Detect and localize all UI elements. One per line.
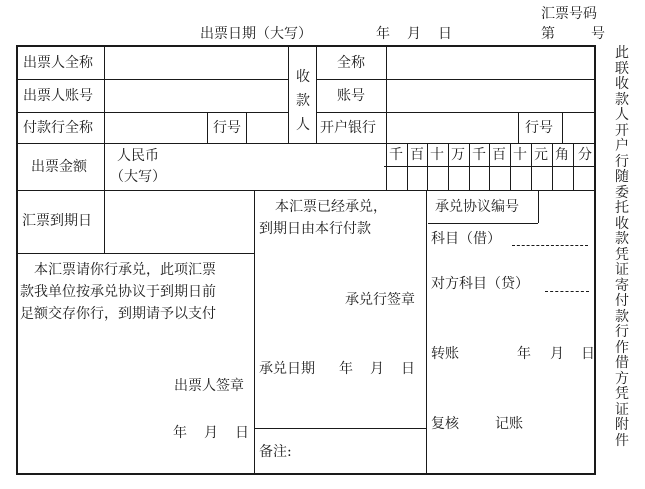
review-label: 复核 — [431, 416, 459, 432]
digit-unit: 十 — [430, 147, 444, 163]
issue-date-label: 出票日期（大写） — [200, 26, 312, 42]
serial-suffix: 号 — [591, 26, 605, 42]
debit-account-label: 科目（借） — [431, 231, 501, 247]
drawer-sign-month: 月 — [204, 425, 218, 441]
digit-unit: 百 — [410, 147, 424, 163]
due-date-label: 汇票到期日 — [22, 213, 92, 229]
drawer-account-label: 出票人账号 — [23, 88, 93, 104]
transfer-day: 日 — [581, 346, 595, 362]
request-text-line2: 款我单位按承兑协议于到期日前 — [20, 284, 216, 300]
drawer-name-label: 出票人全称 — [23, 55, 93, 71]
digit-unit: 千 — [389, 147, 403, 163]
issue-date-year: 年 — [376, 26, 390, 42]
serial-label: 第 — [541, 26, 555, 42]
payee-group-label: 收款人 — [296, 69, 310, 133]
digit-unit: 元 — [534, 147, 548, 163]
acceptance-year: 年 — [339, 361, 353, 377]
acceptance-notice-line2: 到期日由本行付款 — [259, 221, 371, 237]
paying-bank-code-label: 行号 — [213, 120, 241, 136]
digit-unit: 十 — [513, 147, 527, 163]
acceptance-day: 日 — [401, 361, 415, 377]
paying-bank-label: 付款行全称 — [23, 120, 93, 136]
payee-bank-code-label: 行号 — [525, 120, 553, 136]
transfer-label: 转账 — [431, 346, 459, 362]
payee-name-label: 全称 — [337, 55, 365, 71]
issue-date-month: 月 — [407, 26, 421, 42]
digit-unit: 千 — [472, 147, 486, 163]
request-text-line1: 本汇票请你行承兑，此项汇票 — [20, 262, 216, 278]
drawer-sign-year: 年 — [173, 425, 187, 441]
acceptance-month: 月 — [370, 361, 384, 377]
currency-label: 人民币 — [117, 148, 159, 164]
copy-usage-note: 此联收款人开户行随委托收款凭证寄付款行作借方凭证附件 — [615, 45, 629, 449]
drawer-sign-day: 日 — [235, 425, 249, 441]
payee-account-label: 账号 — [337, 88, 365, 104]
drawer-signature-label: 出票人签章 — [174, 378, 244, 394]
amount-label: 出票金额 — [31, 159, 87, 175]
acceptor-signature-label: 承兑行签章 — [345, 292, 415, 308]
currency-uppercase-note: （大写） — [110, 169, 166, 185]
draft-number-label: 汇票号码 — [541, 6, 597, 22]
digit-unit: 百 — [492, 147, 506, 163]
transfer-month: 月 — [550, 346, 564, 362]
digit-unit: 万 — [451, 147, 465, 163]
acceptance-date-label: 承兑日期 — [259, 361, 315, 377]
bookkeeping-label: 记账 — [495, 416, 523, 432]
issue-date-day: 日 — [438, 26, 452, 42]
transfer-year: 年 — [517, 346, 531, 362]
digit-unit: 分 — [578, 147, 592, 163]
acceptance-notice-line1: 本汇票已经承兑， — [275, 199, 387, 215]
agreement-number-label: 承兑协议编号 — [435, 199, 519, 215]
contra-account-label: 对方科目（贷） — [431, 276, 529, 292]
payee-bank-label: 开户银行 — [320, 120, 376, 136]
digit-unit: 角 — [555, 147, 569, 163]
request-text-line3: 足额交存你行，到期请予以支付 — [20, 306, 216, 322]
remarks-label: 备注: — [259, 444, 292, 460]
